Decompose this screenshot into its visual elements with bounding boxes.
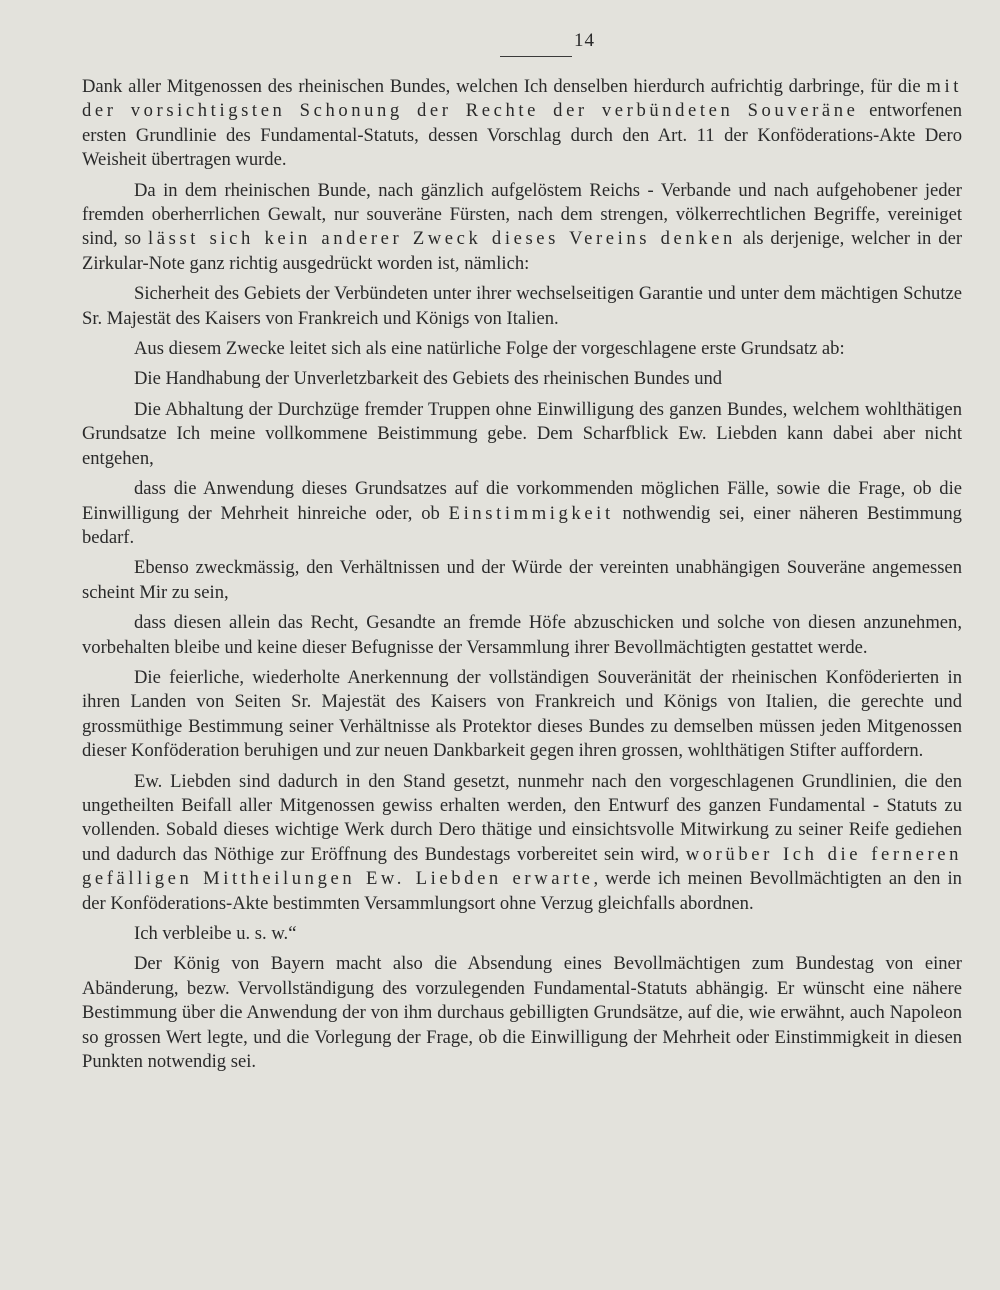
paragraph-text: Die Abhaltung der Durchzüge fremder Truppen ohne Einwilligung des ganzen Bundes, welchem wohlthätigen Grundsatze Ich meine vollkommene Beistimmung gebe. Dem Scharfblick Ew. Liebden kann dabei aber nicht entgehen, [82, 398, 962, 469]
paragraph-text: nothwendig sei, einer näheren Bestimmung bedarf. [82, 502, 962, 548]
paragraph-text: Da in dem rheinischen Bunde, nach gänzlich aufgelöstem Reichs - Verbande und nach aufgehobener jeder fremden oberherrlichen Gewalt, nur souveräne Fürsten, nach dem strengen, völkerrechtlichen Begriffe, vereiniget sind, so [82, 179, 962, 250]
page-number-rule [500, 56, 572, 57]
spaced-emphasis-text: lässt sich kein anderer Zweck dieses Vereins denken [148, 228, 736, 250]
paragraph-1 [82, 75, 962, 173]
paragraph-text: Der König von Bayern macht also die Absendung eines Bevollmächtigen zum Bundestag von einer Abänderung, bezw. Vervollständigung des vorzulegenden Fundamental-Statuts abhängig. Er wünscht eine nähere Bestimmung über die Anwendung der von ihm durchaus gebilligten Grundsätze, auf die, wie erwähnt, auch Napoleon so grossen Wert legte, und die Vorlegung der Frage, ob die Einwilligung der Mehrheit oder Einstimmigkeit in diesen Punkten notwendig sei. [82, 953, 962, 1073]
paragraph-text: Aus diesem Zwecke leitet sich als eine natürliche Folge der vorgeschlagene erste Grundsatz ab: [134, 338, 845, 360]
paragraph-10 [82, 666, 962, 764]
paragraph-text: dass diesen allein das Recht, Gesandte an fremde Höfe abzuschicken und solche von diesen anzunehmen, vorbehalten bleibe und keine dieser Befugnisse der Versammlung ihrer Bevollmächtigten gestattet werde. [82, 612, 962, 658]
paragraph-5 [82, 367, 962, 391]
paragraph-11 [82, 770, 962, 916]
paragraph-13 [82, 952, 962, 1074]
spaced-emphasis-text: worüber Ich die ferneren gefälligen Mittheilungen Ew. Liebden erwarte [82, 843, 962, 890]
paragraph-8 [82, 556, 962, 605]
page-number: 14 [574, 30, 595, 51]
paragraph-text: Sicherheit des Gebiets der Verbündeten unter ihrer wechselseitigen Garantie und unter dem mächtigen Schutze Sr. Majestät des Kaisers von Frankreich und Königs von Italien. [82, 283, 962, 329]
paragraph-text: Die Handhabung der Unverletzbarkeit des Gebiets des rheinischen Bundes und [134, 368, 723, 390]
paragraph-text: dass die Anwendung dieses Grundsatzes auf die vorkommenden möglichen Fälle, sowie die Frage, ob die Einwilligung der Mehrheit hinreiche oder, ob [82, 478, 962, 524]
paragraph-6 [82, 398, 962, 471]
paragraph-text: Ebenso zweckmässig, den Verhältnissen und der Würde der vereinten unabhängigen Souveräne angemessen scheint Mir zu sein, [82, 557, 962, 603]
paragraph-text: als derjenige, welcher in der Zirkular-Note ganz richtig ausgedrückt worden ist, nämlich: [82, 228, 963, 274]
paragraph-text: , werde ich meinen Bevollmächtigten an den in der Konföderations-Akte bestimmten Versammlungsort ohne Verzug gleichfalls abordnen. [82, 868, 962, 914]
spaced-emphasis-text: Einstimmigkeit [448, 502, 614, 524]
paragraph-3 [82, 282, 962, 331]
paragraph-text: Ich verbleibe u. s. w.“ [134, 923, 297, 944]
paragraph-text: entworfenen ersten Grundlinie des Fundamental-Statuts, dessen Vorschlag durch den Art. 11 der Konföderations-Akte Dero Weisheit übertragen wurde. [82, 100, 963, 171]
paragraph-2 [82, 179, 962, 277]
paragraph-text: Ew. Liebden sind dadurch in den Stand gesetzt, nunmehr nach den vorgeschlagenen Grundlinien, die den ungetheilten Beifall aller Mitgenossen gewiss erhalten werden, den Entwurf des ganzen Fundamental - Statuts zu vollenden. Sobald dieses wichtige Werk durch Dero thätige und einsichtsvolle Mitwirkung zu seiner Reife gediehen und dadurch das Nöthige zur Eröffnung des Bundestags vorbereitet sein wird, [82, 770, 962, 865]
spaced-emphasis-text: mit der vorsichtigsten Schonung der Rechte der verbündeten Souveräne [82, 76, 962, 122]
paragraph-12 [82, 922, 962, 946]
paragraph-4 [82, 337, 962, 361]
paragraph-7 [82, 477, 962, 550]
body-text [82, 75, 962, 1074]
paragraph-text: Dank aller Mitgenossen des rheinischen Bundes, welchen Ich denselben hierdurch aufrichtig darbringe, für die [82, 76, 927, 97]
paragraph-text: Die feierliche, wiederholte Anerkennung der vollständigen Souveränität der rheinischen Konföderierten in ihren Landen von Seiten Sr. Majestät des Kaisers von Frankreich und Königs von Italien, die gerechte und grossmüthige Bestimmung seiner Verhältnisse als Protektor dieses Bundes zu demselben müssen jeden Mitgenossen dieser Konföderation beruhigen und zur neuen Dankbarkeit gegen ihren grossen, wohlthätigen Stifter auffordern. [82, 666, 962, 762]
paragraph-9 [82, 611, 962, 660]
